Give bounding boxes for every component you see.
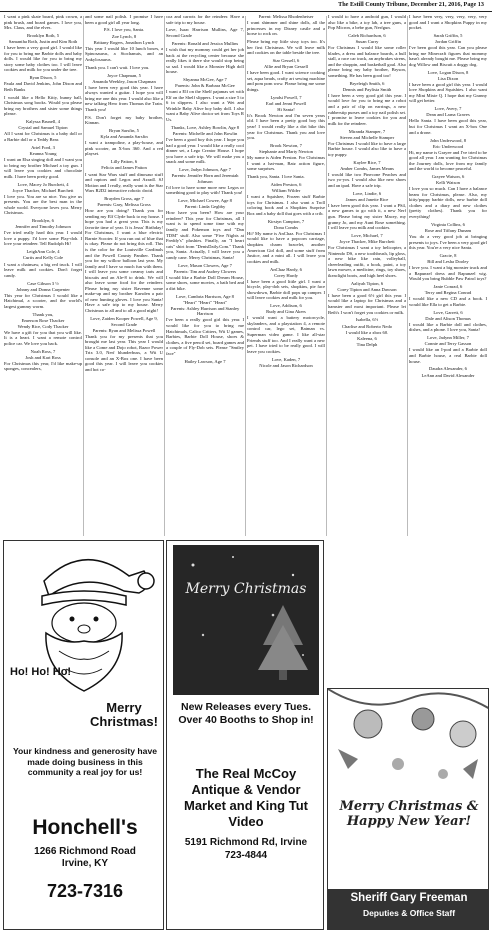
new-releases-text: New Releases every Tues. Over 40 Booths to Shop in! bbox=[178, 701, 314, 726]
letter-line: Dale and Alison Thomas bbox=[425, 315, 471, 321]
letter-line: Aiden Preston, 6 bbox=[270, 182, 302, 188]
letter-line: Kaleena, 6 bbox=[357, 335, 377, 341]
letter-line: Daudra Alexander, 6 bbox=[429, 366, 467, 372]
letter-line: Ariel Ford, 3 bbox=[31, 144, 55, 150]
merry-christmas-text: Merry Christmas! bbox=[90, 700, 158, 729]
letter-line: Love, Jadyn Johnson, Age 7 bbox=[179, 167, 231, 173]
letter-line: Amanda Weekley, Jason Chapman bbox=[92, 78, 156, 84]
letter-line: Corey Tipton and Anna Dawson bbox=[337, 286, 397, 292]
letter-line: Nicole and Jason Richardson bbox=[259, 362, 313, 368]
letter-line: Love, Zaiden Kooper Powell, Age 9, Second Grade bbox=[90, 315, 158, 327]
letters-column-3 bbox=[166, 14, 244, 539]
letter-line: Love, Michael Cowee, Age 8 bbox=[178, 198, 232, 204]
letter-line: Bryeleigh Smith, 6 bbox=[349, 80, 385, 86]
letter-line: Samantha Roth, Justin and Kim Roth bbox=[8, 39, 78, 45]
letter-line: Sarah Griffin, 5 bbox=[433, 33, 463, 39]
letter-line: coa and carrots for the reindeer. Have a safe trip to my house. bbox=[166, 14, 244, 25]
letter-line: Susan Curry bbox=[355, 39, 379, 45]
honchells-name: Honchell's bbox=[32, 816, 138, 839]
letter-line: LeAnn and David Alexander bbox=[421, 372, 475, 378]
letter-line: I would like a Barbie Doll Dream House, some shoes, some movies, a bath bed and a dirt bike. bbox=[166, 274, 244, 291]
letter-line: Ryan Dixon, 5 bbox=[29, 75, 57, 81]
letter-line: I have been a very good girl this year. I would love for you to bring me a robot and a pair of clip on earrings, a new rubberstip purses and a toy nail polish set. I promise to leave cookies for you and milk for the reindeer. bbox=[328, 92, 406, 126]
letter-line: Parents: Michelle and John Bowlin bbox=[172, 130, 238, 136]
letter-line: Love, Michael, 7 bbox=[351, 233, 383, 239]
letter-line: and some nail polish. I promise I have been a good girl all year long. bbox=[85, 14, 163, 25]
letter-line: Virginia Collins, 6 bbox=[431, 221, 465, 227]
letter-line: Allie and Bryan Gessell bbox=[263, 64, 308, 70]
letter-line: Brooklyn, 6 bbox=[32, 218, 54, 224]
letter-line: Terry and Regina Conrad bbox=[424, 290, 472, 296]
letter-line: Brayden Gross, age 7 bbox=[104, 196, 144, 202]
letter-line: Thank you, bbox=[32, 311, 54, 317]
letter-line: I would like two Pinecone Peaches and two yo-yos. I would also like new shoes and an ipad. Have a safe trip. bbox=[328, 171, 406, 188]
letter-line: Love, Macey Jo Burchett, 4 bbox=[17, 181, 69, 187]
letter-line: You do a very good job at bringing presents to joys. I've been a very good girl this year. You're a very nice Santa. bbox=[409, 234, 487, 251]
honchells-tagline: Your kindness and generosity have made doing business in this community a real joy for us! bbox=[12, 746, 158, 777]
letter-line: Brooklyn Roth, 5 bbox=[26, 33, 60, 39]
letter-line: Josh and Kari Ross bbox=[25, 354, 61, 360]
letter-line: I want a pink skate board, pink crown, a pink brush, and board games. I love you, Mrs. Claus, and the elves. bbox=[4, 14, 82, 31]
merry-christmas-script: Merry Christmas bbox=[185, 581, 307, 597]
letter-line: Kelli Watson bbox=[436, 180, 460, 186]
letter-line: I want an Elsa singing doll and I want you to bring my brother Michael a toy gun. I will leave you cookies and chocolate milk. I have been pretty good. bbox=[4, 157, 82, 179]
letter-line: Felicia and James Patton bbox=[101, 165, 147, 171]
letter-line: Brook Newton, 7 bbox=[270, 143, 302, 149]
letter-line: Parents: Gary, Melissa Gross bbox=[97, 202, 151, 208]
letter-line: I've been a really good girl this year. I would like for you to bring me Hatchimals, Calico Critters, Wii U games, Barbies, Barbie Doll House, shoes & clothes, a five pencil set, board games and a couple of Fly-Dob sets. Please "Smiley face" bbox=[166, 317, 244, 356]
letter-line: Kirstyn Campton, 7 bbox=[267, 218, 305, 224]
letter-line: Love, Lindie, 6 bbox=[352, 190, 382, 196]
letter-line: Love, Garrett, 6 bbox=[433, 309, 463, 315]
letter-line: Miranda Stamper, 7 bbox=[348, 128, 386, 134]
letter-line: Dennis and Paylisia Smith bbox=[342, 86, 392, 92]
letter-line: Rose and Tiffany Dunam bbox=[424, 227, 472, 233]
christmas-tree-photo bbox=[173, 545, 319, 695]
letter-line: Amber Combs, James Means bbox=[340, 165, 394, 171]
honchells-phone: 723-7316 bbox=[46, 881, 124, 901]
honchells-address-line-2: Irvine, KY bbox=[61, 858, 109, 869]
honchells-ad bbox=[3, 540, 164, 930]
letter-line: Shyanna McGee, Age 7 bbox=[183, 77, 227, 83]
letter-line: P.S. I love you, Santa. bbox=[103, 27, 145, 33]
letter-line: Grayee Watson, 6 bbox=[431, 174, 465, 180]
honchells-address-line-1: 1266 Richmond Road bbox=[34, 846, 136, 857]
letter-line: Hi Santa! bbox=[277, 106, 295, 112]
letter-line: I have been a very good girl. I would like for you to bring me Barbie dolls and baby dolls. I would like for you to bring my story some baby clothes too. I will leave cookies and milk for you under the tree. bbox=[4, 45, 82, 73]
letter-line: It's Brook Newton and I'm seven years old. I have been a pretty good boy this year! I would really like a dirt bike this year for Christmas. Thank you and love you. bbox=[247, 112, 325, 141]
letter-line: Parents: Jennifer Horn and Jeremiah Johnson bbox=[171, 173, 239, 184]
letters-column-4 bbox=[247, 14, 325, 539]
letter-line: I wish that my mommy could get her job back at the recycling center because she really likes it there she would stop being so sad. I would like a Monster High doll house. bbox=[166, 47, 244, 75]
letter-line: Jordan Griffin bbox=[434, 39, 462, 45]
letters-column-1 bbox=[4, 14, 82, 539]
letter-line: Stephanie and Marty Newton bbox=[259, 149, 313, 155]
letter-line: Joyce Chapman, 5 bbox=[107, 72, 141, 78]
letter-line: Johnny and Donna Carpenter bbox=[16, 286, 70, 292]
letter-line: Rudy and Gina Akers bbox=[266, 309, 306, 315]
letter-line: P.S. Don't forget my baby brother, Kinnan. bbox=[85, 114, 163, 126]
letter-line: Joyce Thacker, Michael Burchett bbox=[12, 187, 74, 193]
letter-line: Love, Jadynn Miller, 7 bbox=[427, 335, 469, 341]
letter-line: Parent: Melissa Rhodenheiser bbox=[258, 14, 314, 19]
letter-line: Eric Underwood bbox=[432, 143, 464, 149]
letter-line: Love, Kaden, 7 bbox=[271, 356, 301, 362]
letter-line: Wendy Rice, Cody Thacker bbox=[17, 323, 69, 329]
letter-line: I want a trampoline, a play-house, and pink scooter, an X-box 360. And a red playset. bbox=[85, 140, 163, 157]
letter-line: Isabella, 6½ bbox=[355, 317, 379, 323]
letter-line: I want Star Wars stuff and dinosaur stuff and raptors and Legos and Azradl. SJ Motion and I really, really want is the Star Wars R2D2 interactive robotic droid. bbox=[85, 171, 163, 194]
letter-line: We have a gift for you that you will like. It is a heart. I want a remote control police car. We love you back. bbox=[4, 329, 82, 346]
letter-line: Parents: Ryan and Melissa Powell bbox=[92, 327, 156, 333]
page-header bbox=[0, 0, 492, 12]
letters-columns bbox=[4, 14, 490, 539]
letter-line: I would like a Hello Kitty, bunny ball, Christmas song books. Would you please bring my brothers and sister some things please. bbox=[4, 94, 82, 117]
letter-line: I want shimmer and shine dolls, all the princesses in my Disney castle and a horse to rock on. bbox=[247, 20, 325, 37]
real-mccoy-address bbox=[173, 837, 319, 862]
letter-line: Gracie, 8 bbox=[439, 253, 457, 259]
column-divider bbox=[83, 16, 84, 536]
letter-line: Dona Combs bbox=[273, 224, 299, 230]
letter-line: Crystal and Samuel Tipton bbox=[18, 125, 68, 131]
column-divider bbox=[164, 16, 165, 536]
honchells-address bbox=[10, 846, 160, 870]
letter-line: Lilly Patton, 6 bbox=[110, 159, 138, 165]
letter-line: Lisa Dixon bbox=[437, 75, 459, 81]
letter-line: How are you doing? Thank you for sending my Elf Clyde back to my house. I hope you had a great year. This is my favorite time of year. It is Jesus' Birthday! For Christmas, I want a blue electric Barnie Scooter. If you run out of blue that is okay. Please do not bring this roll. This is the color for the Louisville Cardinals and the Powell County Panther. Thank you for my willow balloon last year. My family and I have so much fun with them. I will leave you some creamy tarts and biscuits and an Ale-8 to drink. We will also leave some food for the reindeer. Please bring my sister Ravenne some make-up and my brother Karsden a pair of new hunting gloves. I love you Santa! Have a safe trip to my house. Merry Christmas to all and to all a good night! bbox=[85, 208, 163, 314]
letter-line: Love, Isaac Harrison Mullins, Age 7, Second Grade bbox=[166, 27, 244, 39]
letter-line: My name is Aiden Preston. For Christmas I want a hat-man, Batz action figure, some surprises. bbox=[247, 155, 325, 172]
letter-line: Earl and Jenni Powell bbox=[265, 100, 307, 106]
letter-line: Noah Ross, 7 bbox=[30, 348, 56, 354]
letter-line: Keanna Young bbox=[29, 150, 57, 156]
letter-line: Thanks, Love, Ashley Bowlin, Age 8 bbox=[170, 124, 240, 130]
letter-line: I've been good this year. Can you please bring me Minecraft figures that mommy hasn't already bought me. Please bring my dog Willow and Biscuit a doggy dog. bbox=[409, 45, 487, 67]
letter-line: Bryan Sarsfin, 5 bbox=[109, 128, 139, 134]
letter-line: For Christmas I want a toy helicopter, a Nintendo DS, a new toothbrush, lip gloss, a new bike like rain, volleyball, cheerleading outfit, a book, paint, a toy lawn mower, a medicine, rings, toy shoes, ikeaclight boots, and high heel shoes. bbox=[328, 245, 406, 278]
letter-line: I would like an I-pod and a Barbie doll and Barbie house, a real Barbie doll house. bbox=[409, 347, 487, 364]
letter-line: I would like a new CD and a book. I would like Ella to get a Barbie. bbox=[409, 296, 487, 307]
letter-line: This year for Christmas I would like a Hatchimal, a scooter, and the world's largest gummy worm. bbox=[4, 292, 82, 309]
letter-line: I love you. I want a big monster truck and a Rapunzel dress and Rapunzel wig. Would you bring Bubble Paw Patrol toys? bbox=[409, 265, 487, 282]
letter-line: I have been very good this year. I have always wanted a guitar. I hope you will bring me one this year. I would also like a new talking Hero from Thomas the Train. Thank you! bbox=[85, 84, 163, 112]
letter-line: For Christmas I would like some roller blades, a dress and balance boards, a bull stall, a race car track, an anybrakes sirens, and the shoppin, and basketball goal. Also please bring my baby brother, Bryson, something. He has been good too! bbox=[328, 45, 406, 78]
letter-line: Thank you, Santa. I love Santa. bbox=[247, 174, 305, 180]
letters-column-2 bbox=[85, 14, 163, 539]
letter-line: Aaliyah Tipton, 6 bbox=[350, 280, 384, 286]
letter-line: Hailey Lawson, Age 7 bbox=[184, 358, 226, 364]
letter-line: All I want for Christmas is a baby doll or a Barbie doll or a Teddy Bear. bbox=[4, 131, 82, 142]
letter-line: Tina Delph bbox=[356, 341, 378, 347]
letter-line: Hello Santa. I have been good this year, but for Christmas I want an X-box One and a drone. bbox=[409, 118, 487, 135]
real-mccoy-name: The Real McCoy Antique & Vendor Market and King Tut Video bbox=[184, 766, 308, 829]
letter-line: Curtis and Kelly Cole bbox=[22, 255, 64, 261]
letter-line: I want a chainsaw, a big red truck. I will leave milk and cookies. Don't forget candy. bbox=[4, 261, 82, 278]
letter-line: LeighAnn Cole, 4 bbox=[26, 249, 60, 255]
letter-line: Lyndsi Powell, 7 bbox=[270, 94, 302, 100]
letter-line: I've tried really hard this year. I would love a puppy. I'd love some Play-doh. I love your reindeer. Tell Rudolph Hi! bbox=[4, 230, 82, 247]
letter-line: "Heart" "Heart" "Heart" bbox=[182, 299, 228, 305]
letters-column-6 bbox=[409, 14, 487, 539]
letter-line: I love you. You are so nice. You give us presents. You are the best man in the whole world. Everyone loves you. Merry Christmas. bbox=[4, 193, 82, 216]
letter-line: Parents: Ronald and Jessica Mullins bbox=[171, 40, 239, 46]
letter-line: AnChaz Hardy, 6 bbox=[270, 266, 302, 272]
sheriff-name: Sheriff Gary Freeman bbox=[350, 892, 468, 904]
letter-line: I love you so much. Can I have a balance beam for Christmas, please. Also, my kitty/puppy barbie dolls, new barbie doll clothes and a diary and new clothes (pretty clothes). Thank you for everything! bbox=[409, 186, 487, 219]
letter-line: Caleb Richardson, 6 bbox=[348, 33, 386, 39]
letter-line: Bill and Lesha Dooley bbox=[427, 259, 469, 265]
letter-line: Zoe Lynch, 8 bbox=[111, 33, 137, 39]
letter-line: Jennifer and Timothy Johnson bbox=[15, 224, 71, 230]
page-header-text: The Estill County Tribune, December 21, 2016, Page 13 bbox=[338, 1, 484, 8]
letter-line: I would like a xbox 60. bbox=[345, 329, 389, 335]
letter-line: Charlise and Roberto Nedo bbox=[341, 323, 393, 329]
letter-line: Love, Addison, 6 bbox=[270, 303, 302, 309]
ho-ho-ho-text: Ho! Ho! Ho! bbox=[10, 666, 72, 678]
sheriff-ad bbox=[327, 688, 489, 930]
letter-line: This year I would like 10 lunch boxes, a Spinosaurus, a Stochanuis, and an Ankylosaurus. bbox=[85, 45, 163, 62]
letter-line: Kyla and Amanda Sarsfin bbox=[100, 134, 148, 140]
letter-line: Case Gibson 3 ½ bbox=[27, 280, 59, 286]
letter-line: Kalyssa Brunell, 4 bbox=[25, 119, 61, 125]
letter-line: Love, Avery, 7 bbox=[434, 106, 462, 112]
letter-line: How have you been? How are your reindeer? This year for Christmas, all I want is to spend some time with my family and Pokemon toys and "Dan TDM" stuff. Also some "Five Nights at Freddy's" plushies. Finally, an "I heart cats" shirt from "DenisDaily.Com." Thank you, Santa. Actually, I will leave you a candy cane. Merry Christmas, Santa! bbox=[166, 210, 244, 260]
letter-line: Brittany Rogers, Jonathon Lynch bbox=[93, 39, 155, 45]
letter-line: I have been a good girl this year. I would love Shopkins and Squishies. I also want my Mini Mixie Q. I hope that my Granny will get better. bbox=[409, 81, 487, 104]
letter-line: Love, Cambria Harrison, Age 8 bbox=[176, 293, 234, 299]
real-mccoy-ad bbox=[166, 540, 324, 930]
ornaments-illustration bbox=[328, 689, 489, 889]
letter-line: Kaylee Rice, 7 bbox=[353, 159, 381, 165]
letter-line: Love, Mason Clowers, Age 7 bbox=[178, 262, 232, 268]
letter-line: James and Janette Rice bbox=[345, 196, 389, 202]
letter-line: I want a Squishee, Frozen stuff Barbie toys for Christmas. I also want a Troll coloring book and a Shopkins Surprise Box and a baby doll that goes with a crib. bbox=[247, 194, 325, 216]
column-divider bbox=[407, 16, 408, 536]
letter-line: Corey Hardy bbox=[274, 272, 298, 278]
letter-line: Steven and Michelle Stamper bbox=[339, 134, 395, 140]
letter-line: I have been a good 6½ girl this year. I would like a laptop for Christmas and a hamster and most important. Please let Beth's I won't forget you cookies or milk. bbox=[328, 292, 406, 315]
letter-line: I have been good. I want science cooking set, aqua beads, crafty art sewing machine and pom pom wow. Please bring me some things. bbox=[247, 70, 325, 92]
letter-line: Thank you. I can't wait. I love you. bbox=[85, 64, 150, 70]
letter-line: I would want a battery motorcycle, skylanders, and a playstation 4, a remote control car, lego set, Batman vs. Superman video game. I like all-star Friends stuff too. And I really want a new pet. I have tried to be really good. I will leave you cookies. bbox=[247, 315, 325, 354]
letter-line: Parent: Linda Gegbby bbox=[184, 204, 226, 210]
column-divider bbox=[245, 16, 246, 536]
letter-line: Parents: Ashley Harrison and Stanley Harrison bbox=[170, 305, 240, 317]
letter-line: Dean and Larna Graves bbox=[426, 112, 470, 118]
letter-line: Parents: John & Barbara McGee bbox=[175, 83, 235, 89]
letter-line: Please bring my little sissy toys too. It's her first Christmas. We will leave milk and cookies on the table beside the tree. bbox=[247, 39, 325, 56]
letter-line: I have been a good little girl. I want a bicycle, play-doh sets, shopkins, pie face showdown, Barbie doll pops up camper. I will leave cookies and milk for you. bbox=[247, 278, 325, 301]
column-divider bbox=[326, 16, 327, 536]
letter-line: Hi? My name is AnChaz. For Christmas I would like to have a popcorn carriage, shopkins charm bracelet, another American Girl doll, and some stuff from Justice, and a mini all. I will leave you cookies and milk. bbox=[247, 230, 325, 264]
letter-line: I would to have a android gun, I would also like a bike, a toy lab, a tree guns, a Pop Micron, a bebe gun, Nerfgun. bbox=[328, 14, 406, 31]
christmas-tree-icon bbox=[173, 545, 319, 695]
letter-line: Emerson Rose Thacker bbox=[21, 317, 65, 323]
letter-line: I want a Elf on the Shelf pajamas set with Elf on the Shelf slippers. I want a size 5 to 6 in slippers. I also want a Wet and Wrinkle Baby Alive boy baby doll. I also want a Baby Alive doctor set from Toys R Us. bbox=[166, 89, 244, 122]
sheriff-greeting: Merry Christmas & Happy New Year! bbox=[339, 799, 479, 829]
letter-line: John Underwood, 8 bbox=[429, 137, 467, 143]
letter-line: Janie Conrad, 6 bbox=[433, 284, 463, 290]
letter-line: William Wilder bbox=[271, 188, 301, 194]
letter-line: Love, Logan Dixon, 8 bbox=[427, 69, 469, 75]
letter-line: For Christmas this year, I'd like make-up sponges, concealers, bbox=[4, 360, 82, 372]
letter-line: Parents: Tim and Audrey Clowers bbox=[173, 268, 237, 274]
letter-line: I have been very, very, very, very, very good and I want a Shopkins Puppy in my pocket. bbox=[409, 14, 487, 31]
letter-line: For Christmas I would like to have a large Barbie house. I would also like to have a toy puppy. bbox=[328, 140, 406, 157]
letter-line: Connie and Terry Gasson bbox=[424, 341, 472, 347]
letter-line: Paula and David Jenkins, John Dixon and Beth Banks bbox=[4, 81, 82, 92]
letter-line: I've been a good boy this year. I hope you had a good year. I would like a really cool dinner set, a Lego Creator House. I hope you have a safe trip. We will make you a snack and some milk. bbox=[166, 137, 244, 165]
letter-line: I have been good this year. I want a PS4, a new games to go with it, a new Nerf gun. Please bring my sister Macey, my granny Jo, and my Aunt Rose something. I will leave you milk and cookies. bbox=[328, 202, 406, 231]
real-mccoy-phone: 723-4844 bbox=[224, 849, 268, 861]
letter-line: Thank you for my presents that you brought me last year. This year I would like a Come and Dojo robot, Razor Power Trix 3.0, Nerf blunderbuss, a Wii U console and an X-Box one. I have been good this year. I will leave you cookies and hot co- bbox=[85, 333, 163, 372]
letter-line: I'd love to have some more new Legos or something good to play with! Thank you! bbox=[166, 184, 244, 196]
letter-line: Hi, my name is Grayee and I've tried to be good all year. I am wanting for Christmas the Journey dolls, love from my family and the world to become peaceful. bbox=[409, 149, 487, 172]
letter-line: I would like a Barbie doll and clothes, dishes, and a phone. I love you, Santa! bbox=[409, 321, 487, 333]
letters-column-5 bbox=[328, 14, 406, 539]
sheriff-subtitle: Deputies & Office Staff bbox=[362, 908, 456, 918]
letter-line: Star Gessell, 6 bbox=[272, 58, 300, 64]
real-mccoy-address-line: 5191 Richmond Rd, Irvine bbox=[184, 837, 308, 848]
letter-line: Joyce Thacker, Mike Burchett bbox=[339, 239, 395, 245]
